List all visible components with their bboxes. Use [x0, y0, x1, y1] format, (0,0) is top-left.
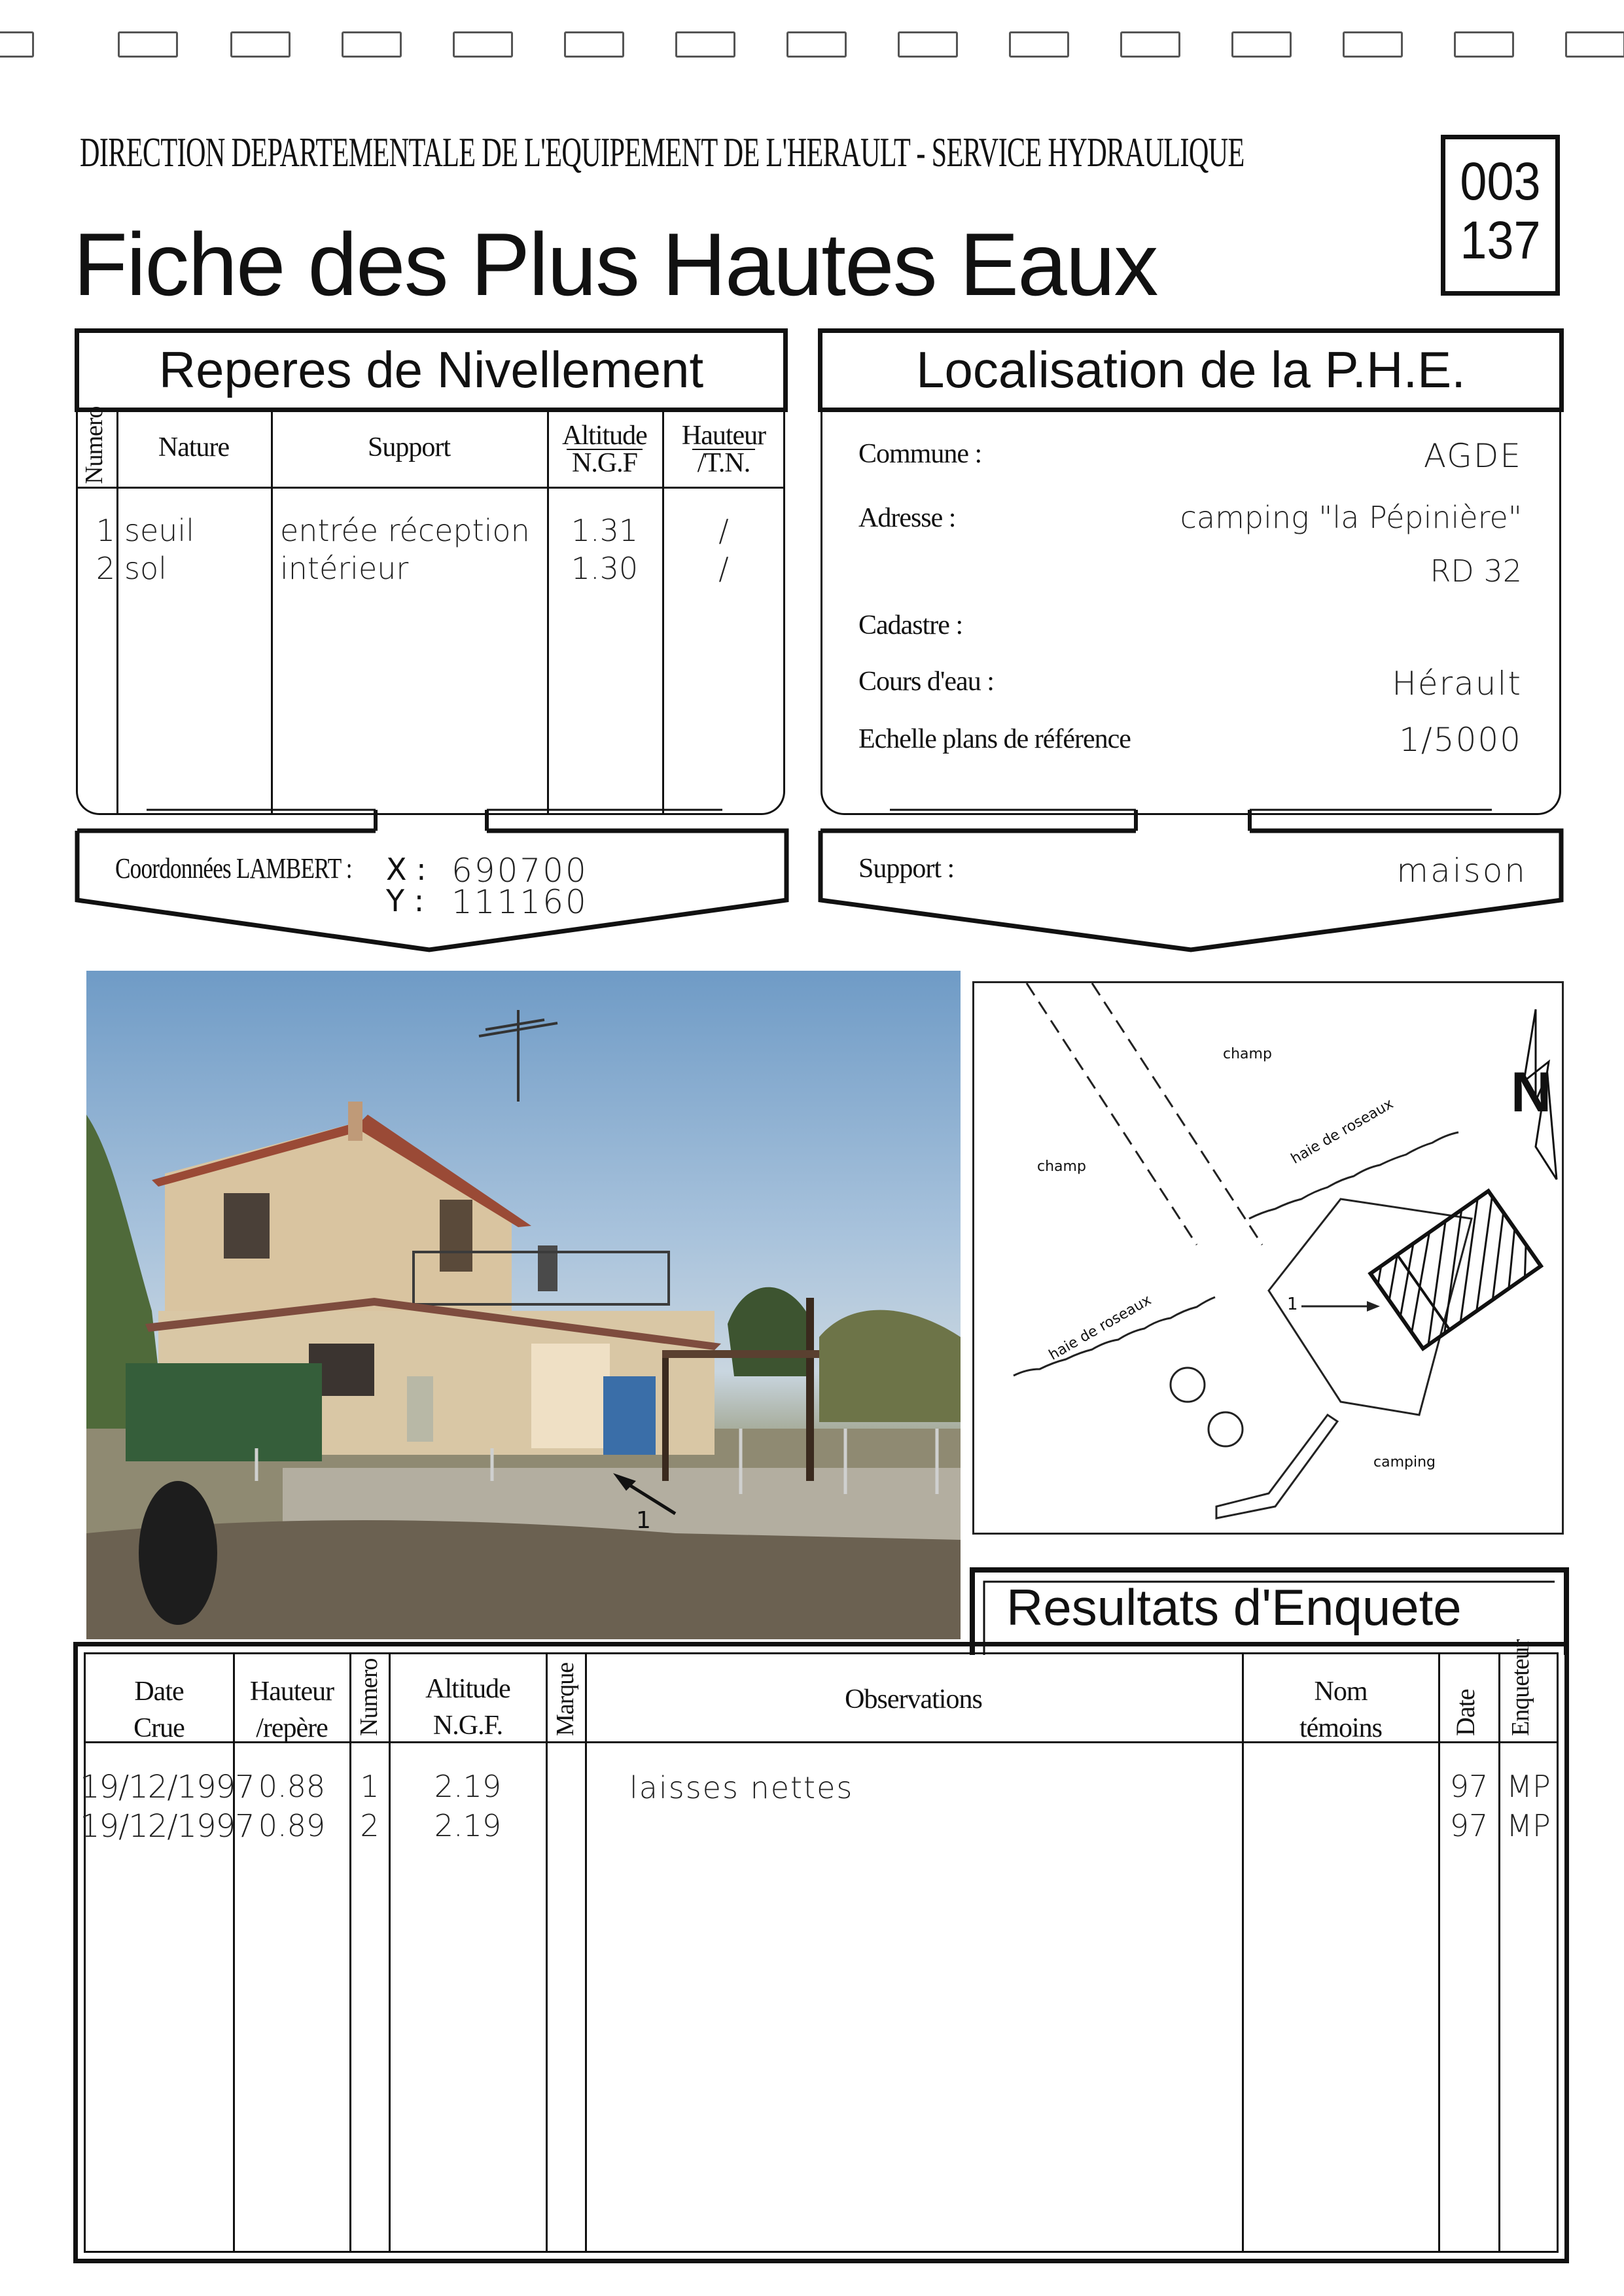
cours-eau-value: Hérault: [1392, 665, 1522, 703]
coordonnees-x-value: 690700: [451, 852, 588, 890]
plan-label-camping: camping: [1373, 1454, 1436, 1470]
col-header-enqueteur: Enqueteur: [1507, 1639, 1534, 1736]
col-header-date-crue-line1: Date: [134, 1677, 184, 1707]
plan-label-haie-2: haie de roseaux: [1046, 1291, 1154, 1364]
repere-altitude: 1.31: [571, 513, 639, 548]
repere-support: entrée réception: [280, 513, 530, 548]
result-date-enquete: 97: [1449, 1769, 1489, 1804]
col-header-hauteur-repere: [234, 1673, 349, 1747]
result-enqueteur: MP: [1506, 1808, 1551, 1843]
col-header-marque: Marque: [552, 1662, 579, 1736]
col-header-nom-line1: Nom: [1314, 1677, 1368, 1707]
punch-hole: [230, 31, 291, 58]
col-header-altitude-line1: Altitude: [562, 421, 647, 451]
punch-hole: [1009, 31, 1069, 58]
col-header-date-enquete: Date: [1451, 1689, 1480, 1736]
resultats-title: Resultats d'Enquete: [1006, 1578, 1462, 1636]
col-header-altitude-line2: N.G.F.: [432, 1711, 503, 1741]
sheet-code-bottom: 137: [1460, 211, 1541, 270]
localisation-title: Localisation de la P.H.E.: [916, 341, 1466, 398]
col-header-altitude-line2: N.G.F: [567, 449, 643, 476]
col-header-nature: Nature: [158, 432, 230, 462]
result-numero: 2: [360, 1808, 380, 1843]
punch-hole: [1120, 31, 1180, 58]
coordonnees-y-value: 111160: [451, 883, 588, 921]
col-header-numero: Numero: [80, 406, 108, 484]
col-header-support: Support: [367, 432, 450, 462]
photo-marker: 1: [636, 1507, 651, 1534]
col-header-nom-line2: témoins: [1299, 1713, 1382, 1743]
repere-nature: sol: [124, 551, 167, 586]
adresse-line1: camping "la Pépinière": [1180, 500, 1522, 535]
result-altitude: 2.19: [434, 1769, 502, 1804]
punch-hole: [786, 31, 847, 58]
coordonnees-label: Coordonnées LAMBERT :: [115, 852, 352, 884]
result-date-enquete: 97: [1449, 1808, 1489, 1843]
plan-marker: 1: [1287, 1295, 1298, 1314]
col-header-altitude: [547, 423, 662, 476]
col-divider: [585, 1652, 587, 2253]
coordonnees-x-label: X :: [386, 852, 427, 887]
punch-hole: [675, 31, 735, 58]
col-header-nom-temoins: [1243, 1673, 1438, 1747]
sheet-code-top: 003: [1460, 152, 1541, 211]
col-header-hauteur-line2: /T.N.: [692, 449, 756, 476]
repere-hauteur: /: [718, 551, 729, 586]
repere-support: intérieur: [280, 551, 409, 586]
repere-num: 1: [96, 513, 115, 548]
adresse-label: Adresse :: [858, 503, 956, 533]
commune-value: AGDE: [1423, 437, 1522, 475]
cadastre-label: Cadastre :: [858, 610, 963, 640]
repere-num: 2: [96, 551, 115, 586]
punch-hole: [1565, 31, 1624, 58]
punch-hole: [898, 31, 958, 58]
col-header-hauteur-line1: Hauteur: [249, 1677, 334, 1707]
result-hauteur: 0.89: [258, 1808, 326, 1843]
support-value: maison: [1396, 852, 1527, 890]
punch-hole: [1231, 31, 1292, 58]
col-header-hauteur: [662, 423, 785, 476]
plan-label-champ-left: champ: [1037, 1158, 1086, 1175]
col-header-date-crue: [85, 1673, 233, 1747]
punch-hole: [564, 31, 624, 58]
location-plan: [972, 981, 1564, 1535]
col-header-hauteur-line1: Hauteur: [681, 421, 766, 451]
col-divider: [546, 1652, 548, 2253]
reperes-header-rule: [76, 487, 785, 489]
echelle-value: 1/5000: [1399, 721, 1522, 759]
reperes-title: Reperes de Nivellement: [158, 341, 704, 398]
punch-hole: [0, 31, 34, 58]
repere-altitude: 1.30: [571, 551, 639, 586]
organization-header: DIRECTION DEPARTEMENTALE DE L'EQUIPEMENT DE L'HERAULT - SERVICE HYDRAULIQUE: [80, 129, 1244, 175]
page-title: Fiche des Plus Hautes Eaux: [73, 215, 1157, 314]
plan-drawing: [974, 983, 1564, 1535]
echelle-label: Echelle plans de référence: [858, 724, 1131, 754]
col-header-observations: Observations: [845, 1684, 982, 1714]
coordonnees-y-label: Y :: [386, 883, 425, 918]
repere-hauteur: /: [718, 513, 729, 548]
plan-label-haie-1: haie de roseaux: [1288, 1095, 1396, 1168]
col-divider: [1438, 1652, 1440, 2253]
north-icon: N: [1511, 1061, 1552, 1124]
col-divider: [349, 1652, 351, 2253]
cours-eau-label: Cours d'eau :: [858, 667, 994, 697]
result-date: 19/12/1997: [80, 1808, 255, 1845]
result-date: 19/12/1997: [80, 1769, 255, 1805]
plan-label-champ-top: champ: [1223, 1046, 1272, 1062]
result-altitude: 2.19: [434, 1808, 502, 1843]
col-divider: [116, 412, 118, 815]
col-header-numero: Numero: [355, 1658, 383, 1736]
col-header-altitude-line1: Altitude: [425, 1674, 510, 1704]
punch-hole: [342, 31, 402, 58]
commune-label: Commune :: [858, 439, 982, 469]
site-photo: [86, 971, 961, 1639]
house-illustration: [86, 971, 961, 1639]
adresse-line2: RD 32: [1430, 553, 1522, 589]
result-hauteur: 0.88: [258, 1769, 326, 1804]
col-header-altitude-ngf: [390, 1671, 546, 1744]
col-divider: [1498, 1652, 1500, 2253]
col-header-date-crue-line2: Crue: [133, 1713, 185, 1743]
punch-hole: [453, 31, 513, 58]
support-label: Support :: [858, 854, 955, 884]
sheet-code-box: [1441, 135, 1560, 296]
result-enqueteur: MP: [1506, 1769, 1551, 1804]
punch-hole: [118, 31, 178, 58]
repere-nature: seuil: [124, 513, 194, 548]
punch-hole: [1343, 31, 1403, 58]
result-numero: 1: [360, 1769, 380, 1804]
col-divider: [271, 412, 273, 815]
col-header-hauteur-line2: /repère: [256, 1713, 328, 1743]
result-observation: laisses nettes: [629, 1770, 854, 1805]
punch-hole: [1454, 31, 1514, 58]
